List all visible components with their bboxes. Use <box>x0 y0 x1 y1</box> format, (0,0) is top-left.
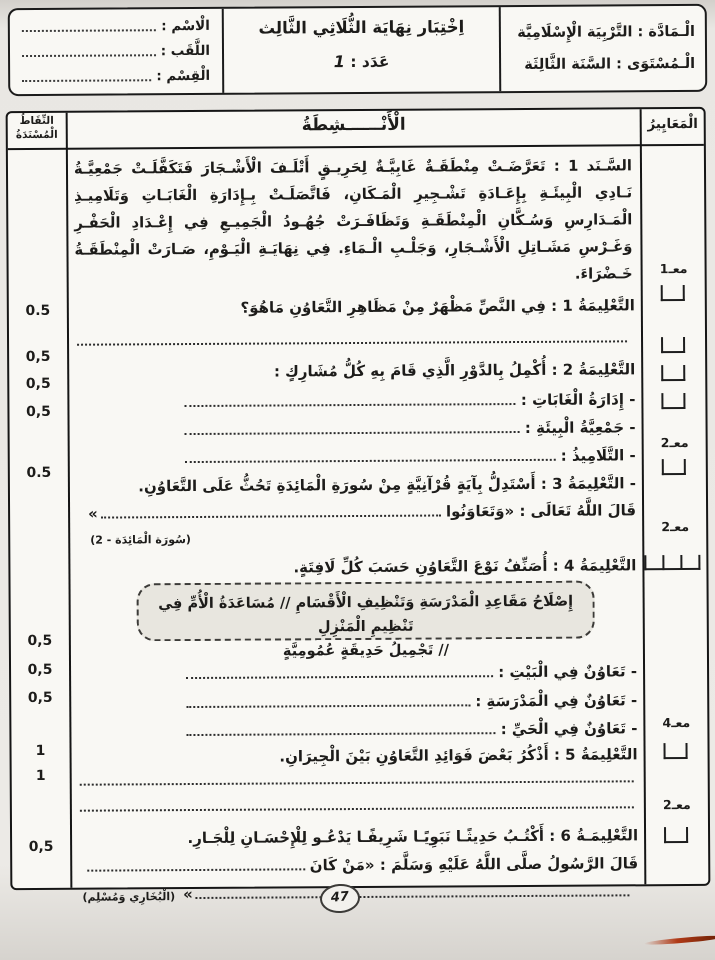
score-checkbox-cell <box>682 555 700 570</box>
exam-number-line <box>230 51 493 72</box>
answer-blank <box>184 391 516 407</box>
answer-blank-line <box>80 792 634 811</box>
answer-blank <box>186 692 470 708</box>
points-column-header: النِّقَاطُ الْمُسْنَدَةُ <box>15 114 58 141</box>
score-checkbox <box>664 827 688 843</box>
criterion-label: معـ2 <box>660 434 689 451</box>
student-class-label: الْقِسْم : <box>156 67 211 85</box>
points-value: 1 <box>35 767 46 784</box>
answer-blank-line <box>77 326 627 345</box>
instruction-1: التَّعْلِيمَةُ 1 : فِي النَّصِّ مَظْهَرٌ مِنْ مَظَاهِرِ التَّعَاوُنِ مَاهُوَ؟ <box>240 296 635 317</box>
criterion-label: معـ4 <box>662 714 691 731</box>
coop-label: - تَعَاوُنٌ فِي الْحَيِّ : <box>500 719 638 739</box>
quran-source: (سُورَة الْمَائِدَة - 2) <box>90 533 191 547</box>
score-checkbox <box>661 337 685 353</box>
banner-line-1: إِصْلَاحُ مَقَاعِدِ الْمَدْرَسَةِ وَتَنْظِيفِ الْأَقْسَامِ // مُسَاعَدَةُ الْأُمِّ فِي تَنْظِيمِ الْمَنْزِلِ <box>158 593 574 636</box>
criterion-label: معـ2 <box>662 796 691 813</box>
instruction-5: التَّعْلِيمَةُ 5 : أَذْكُرُ بَعْضَ فَوَائِدِ التَّعَاوُنِ بَيْنَ الْجِيرَانِ. <box>279 745 638 766</box>
red-pen-scan-artifact <box>644 935 715 946</box>
score-checkbox <box>662 459 686 475</box>
hadith-source: (الْبُخَارِي وَمُسْلِم) <box>82 890 176 904</box>
hadith-start: قَالَ الرَّسُولُ صلَّى اللَّهُ عَلَيْهِ وَسَلَّمَ : «مَنْ كَانَ <box>309 854 639 875</box>
points-value: 0,5 <box>25 348 51 366</box>
page-number: 47 <box>319 883 361 915</box>
points-value: 0,5 <box>27 661 53 679</box>
banner-line-2: // تَجْمِيلُ حَدِيقَةٍ عُمُومِيَّةٍ <box>282 642 450 660</box>
points-value: 0.5 <box>26 464 52 482</box>
instruction-6: التَّعْلِيمَـةُ 6 : أَكْتُـبُ حَدِيثًـا نَبَوِيًـا شَرِيفًـا يَدْعُـو لِلْإِحْسَـانِ لِلْجَـارِ. <box>187 826 639 848</box>
answer-blank <box>185 419 520 435</box>
points-value: 1 <box>35 742 46 759</box>
quran-quote-line <box>88 501 636 522</box>
student-info-box <box>10 9 223 94</box>
points-value: 0,5 <box>26 403 51 421</box>
score-checkbox <box>661 393 685 409</box>
answer-blank <box>87 856 305 871</box>
answer-blank-line <box>80 766 634 785</box>
criteria-column-header: الْمَعَايِيرُ <box>647 115 698 133</box>
student-name-blank <box>22 18 156 32</box>
coop-line-school <box>183 691 637 712</box>
points-value: 0,5 <box>27 632 53 650</box>
exam-title: اِخْتِبَار نِهَايَة الثُّلَاثِي الثَّالِث <box>258 17 465 38</box>
student-surname-label: اللَّقَب : <box>160 42 211 60</box>
exam-number: 1 <box>333 52 345 72</box>
score-checkbox <box>661 285 685 301</box>
criterion-label: معـ1 <box>659 260 688 277</box>
coop-line-neighbourhood <box>183 719 637 740</box>
coop-label: - تَعَاوُنٌ فِي الْبَيْتِ : <box>498 662 638 682</box>
subject-line: الْـمَادَّة : التَّرْبِيَة الْإِسْلَامِيَّة <box>517 23 695 42</box>
student-class-blank <box>22 68 151 82</box>
answer-blank <box>186 663 493 679</box>
activities-column-header: الْأَنْــــــشِطَةُ <box>301 114 406 136</box>
hadith-end: » <box>183 885 193 904</box>
score-checkbox <box>664 743 688 759</box>
coop-label: - تَعَاوُنٌ فِي الْمَدْرَسَةِ : <box>475 691 638 711</box>
signs-banner <box>137 581 595 660</box>
answer-blank <box>186 720 495 736</box>
exam-title-box <box>222 7 500 93</box>
answer-blank <box>101 502 441 518</box>
student-class-field <box>20 68 210 85</box>
score-checkbox-cell <box>644 555 664 570</box>
subject-level-box <box>499 6 706 91</box>
score-checkbox-cell <box>664 555 682 570</box>
role-label: - التَّلَامِيذُ : <box>560 446 636 465</box>
instruction-3: - التَّعْلِيمَةُ 3 : أَسْتَدِلُّ بِآيَةٍ قُرْآنِيَّةٍ مِنْ سُورَةِ الْمَائِدَةِ تَحُثُّ عَلَى التَّعَاوُنِ. <box>138 474 636 496</box>
quran-quote-end: » <box>88 504 98 523</box>
points-value: 0,5 <box>28 838 54 856</box>
coop-line-home <box>183 662 637 683</box>
hadith-line-1 <box>84 854 638 875</box>
role-label: - إِدَارَةُ الْغَابَاتِ : <box>520 390 636 410</box>
points-value: 0,5 <box>25 375 51 393</box>
student-name-field <box>20 18 210 35</box>
instruction-4: التَّعْلِيمَةُ 4 : أُصَنِّفُ نَوْعَ التَّعَاوُنِ حَسَبَ كُلِّ لَافِتَةٍ. <box>293 556 637 577</box>
role-line-pupils <box>182 446 636 467</box>
exam-number-label: عَدَد : <box>350 52 390 72</box>
exam-header <box>8 4 708 96</box>
points-value: 0.5 <box>25 302 51 320</box>
answer-blank <box>196 882 630 899</box>
role-line-forests <box>181 390 635 411</box>
score-checkbox-triple <box>644 555 700 570</box>
level-line: الْـمُسْتَوَى : السَّنَة الثَّالِثَة <box>524 55 696 73</box>
quran-quote-start: قَالَ اللَّهُ تَعَالَى : «وَتَعَاوَنُوا <box>445 501 637 521</box>
instruction-2: التَّعْلِيمَةُ 2 : أُكْمِلُ بِالدَّوْرِ الَّذِي قَامَ بِهِ كُلُّ مُشَارِكٍ : <box>273 360 636 381</box>
role-line-association <box>182 418 636 439</box>
student-surname-field <box>20 43 210 60</box>
role-label: - جَمْعِيَّةُ الْبِيئَةِ : <box>524 418 636 437</box>
criterion-label: معـ2 <box>661 518 690 535</box>
student-name-label: الْاسْم : <box>161 17 210 35</box>
points-value: 0,5 <box>27 689 53 707</box>
score-checkbox <box>661 365 685 381</box>
student-surname-blank <box>22 43 156 57</box>
sanad-text: السَّـنَد 1 : تَعَرَّضَـتْ مِنْطَقَـةٌ غَابِيَّـةٌ لِحَرِيـقٍ أَتْلَـفَ الْأَشْـجَارَ فَتَكَفَّلَـتْ جَمْعِيَّـةُ نَـادِي الْبِيئَـةِ بِإِعَـادَةِ تَشْـجِيرِ الْمَـكَانِ، فَاتَّصَلَـتْ بِـإِدَارَةِ الْغَابَـاتِ وَتَلَامِيـذِ الْمَـدَارِسِ وَسُـكَّانِ الْمِنْطَقَـةِ وَتَظَافَـرَتْ جُهُـودُ الْجَمِيـعِ فِي إِعْـدَادِ الْحَفْـرِ وَغَـرْسِ مَشَـاتِلِ الْأَشْـجَارِ، وَجَلْـبِ الْـمَاءِ. فِي نِهَايَـةِ الْيَـوْمِ، صَـارَتْ الْمِنْطَقَـةُ خَـضْرَاءَ. <box>73 157 633 283</box>
answer-blank <box>185 447 556 463</box>
